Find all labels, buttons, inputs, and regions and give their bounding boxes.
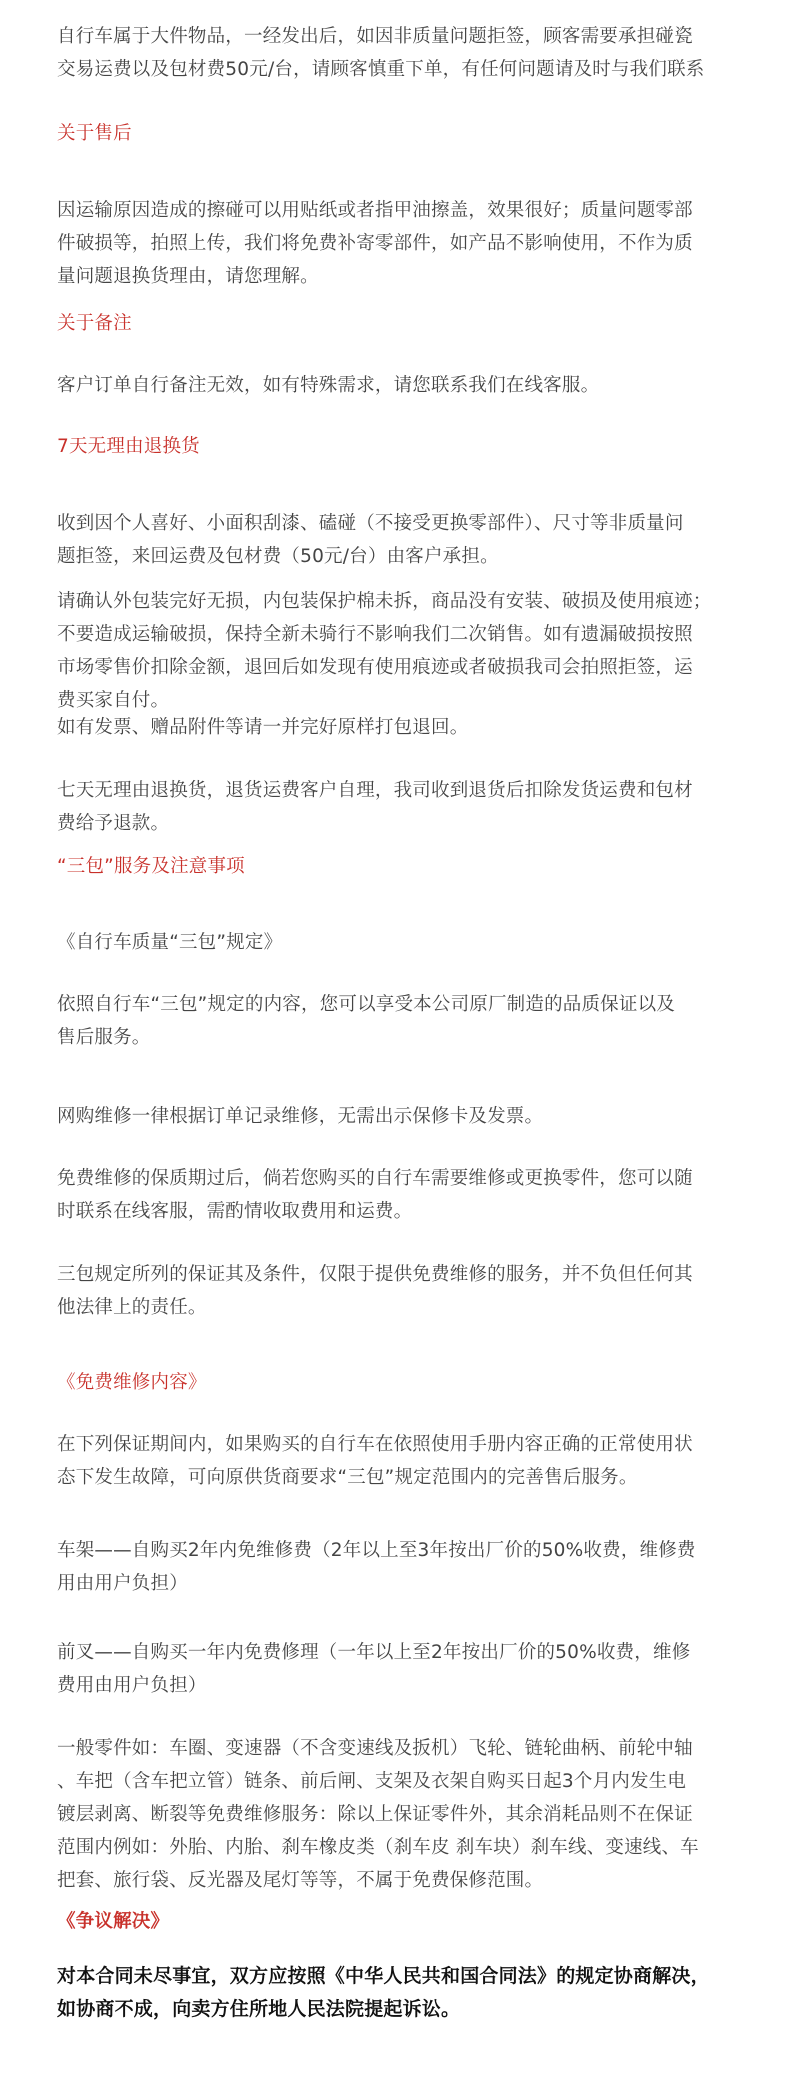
- bold-paragraph: [57, 1960, 747, 2026]
- section-heading: [57, 1366, 747, 1399]
- text-line: 请确认外包装完好无损，内包装保护棉未拆，商品没有安装、破损及使用痕迹；: [57, 591, 712, 612]
- text-line: 费买家自付。: [57, 690, 170, 711]
- text-line: 费给予退款。: [57, 813, 170, 834]
- text-line: “三包”服务及注意事项: [57, 856, 245, 877]
- text-line: 范围内例如：外胎、内胎、刹车橡皮类（刹车皮 刹车块）刹车线、变速线、车: [57, 1837, 699, 1858]
- text-line: 、车把（含车把立管）链条、前后闸、支架及衣架自购买日起3个月内发生电: [57, 1771, 687, 1792]
- text-line: 关于售后: [57, 123, 132, 144]
- text-line: 七天无理由退换货，退货运费客户自理，我司收到退货后扣除发货运费和包材: [57, 780, 693, 801]
- text-line: 件破损等，拍照上传，我们将免费补寄零部件，如产品不影响使用，不作为质: [57, 233, 693, 254]
- paragraph: [57, 1162, 747, 1228]
- paragraph: [57, 1732, 747, 1897]
- paragraph: [57, 1636, 747, 1702]
- text-line: 市场零售价扣除金额，退回后如发现有使用痕迹或者破损我司会拍照拒签，运: [57, 657, 693, 678]
- section-heading: [57, 430, 747, 463]
- text-line: 车架——自购买2年内免维修费（2年以上至3年按出厂价的50%收费，维修费: [57, 1540, 696, 1561]
- text-line: 客户订单自行备注无效，如有特殊需求，请您联系我们在线客服。: [57, 375, 600, 396]
- paragraph: [57, 926, 747, 959]
- text-line: 三包规定所列的保证其及条件，仅限于提供免费维修的服务，并不负但任何其: [57, 1264, 693, 1285]
- text-line: 如协商不成，向卖方住所地人民法院提起诉讼。: [57, 1998, 461, 2020]
- paragraph: [57, 774, 747, 840]
- text-line: 一般零件如：车圈、变速器（不含变速线及扳机）飞轮、链轮曲柄、前轮中轴: [57, 1738, 693, 1759]
- text-line: 他法律上的责任。: [57, 1297, 207, 1318]
- text-line: 态下发生故障，可向原供货商要求“三包”规定范围内的完善售后服务。: [57, 1467, 638, 1488]
- section-heading: [57, 307, 747, 340]
- section-heading: [57, 850, 747, 883]
- paragraph: [57, 1258, 747, 1324]
- text-line: 售后服务。: [57, 1027, 151, 1048]
- text-line: 时联系在线客服，需酌情收取费用和运费。: [57, 1201, 413, 1222]
- text-line: 收到因个人喜好、小面积刮漆、磕碰（不接受更换零部件）、尺寸等非质量问: [57, 513, 684, 534]
- text-line: 量问题退换货理由，请您理解。: [57, 266, 319, 287]
- text-line: 网购维修一律根据订单记录维修，无需出示保修卡及发票。: [57, 1106, 544, 1127]
- text-line: 在下列保证期间内，如果购买的自行车在依照使用手册内容正确的正常使用状: [57, 1434, 693, 1455]
- paragraph: [57, 20, 747, 86]
- text-line: 《争议解决》: [57, 1911, 170, 1932]
- paragraph: [57, 369, 747, 402]
- section-heading: [57, 1905, 747, 1938]
- paragraph: [57, 1428, 747, 1494]
- paragraph: [57, 1534, 747, 1600]
- text-line: 如有发票、赠品附件等请一并完好原样打包退回。: [57, 717, 469, 738]
- text-line: 不要造成运输破损，保持全新未骑行不影响我们二次销售。如有遗漏破损按照: [57, 624, 693, 645]
- text-line: 把套、旅行袋、反光器及尾灯等等，不属于免费保修范围。: [57, 1870, 544, 1891]
- text-line: 免费维修的保质期过后，倘若您购买的自行车需要维修或更换零件，您可以随: [57, 1168, 693, 1189]
- paragraph: [57, 194, 747, 293]
- text-line: 题拒签，来回运费及包材费（50元/台）由客户承担。: [57, 546, 499, 567]
- section-heading: [57, 117, 747, 150]
- paragraph: [57, 1100, 747, 1133]
- text-line: 前叉——自购买一年内免费修理（一年以上至2年按出厂价的50%收费，维修: [57, 1642, 691, 1663]
- text-line: 《免费维修内容》: [57, 1372, 207, 1393]
- text-line: 《自行车质量“三包”规定》: [57, 932, 283, 953]
- text-line: 7天无理由退换货: [57, 436, 200, 457]
- text-line: 因运输原因造成的擦碰可以用贴纸或者指甲油擦盖，效果很好；质量问题零部: [57, 200, 693, 221]
- text-line: 对本合同未尽事宜，双方应按照《中华人民共和国合同法》的规定协商解决，: [57, 1965, 710, 1987]
- text-line: 费用由用户负担）: [57, 1675, 207, 1696]
- text-line: 关于备注: [57, 313, 132, 334]
- paragraph: [57, 711, 747, 744]
- text-line: 用由用户负担）: [57, 1573, 188, 1594]
- paragraph: [57, 585, 747, 717]
- paragraph: [57, 507, 747, 573]
- text-line: 依照自行车“三包”规定的内容，您可以享受本公司原厂制造的品质保证以及: [57, 994, 675, 1015]
- paragraph: [57, 988, 747, 1054]
- text-line: 镀层剥离、断裂等免费维修服务：除以上保证零件外，其余消耗品则不在保证: [57, 1804, 693, 1825]
- text-line: 交易运费以及包材费50元/台，请顾客慎重下单，有任何问题请及时与我们联系: [57, 59, 705, 80]
- text-line: 自行车属于大件物品，一经发出后，如因非质量问题拒签，顾客需要承担碰瓷: [57, 26, 693, 47]
